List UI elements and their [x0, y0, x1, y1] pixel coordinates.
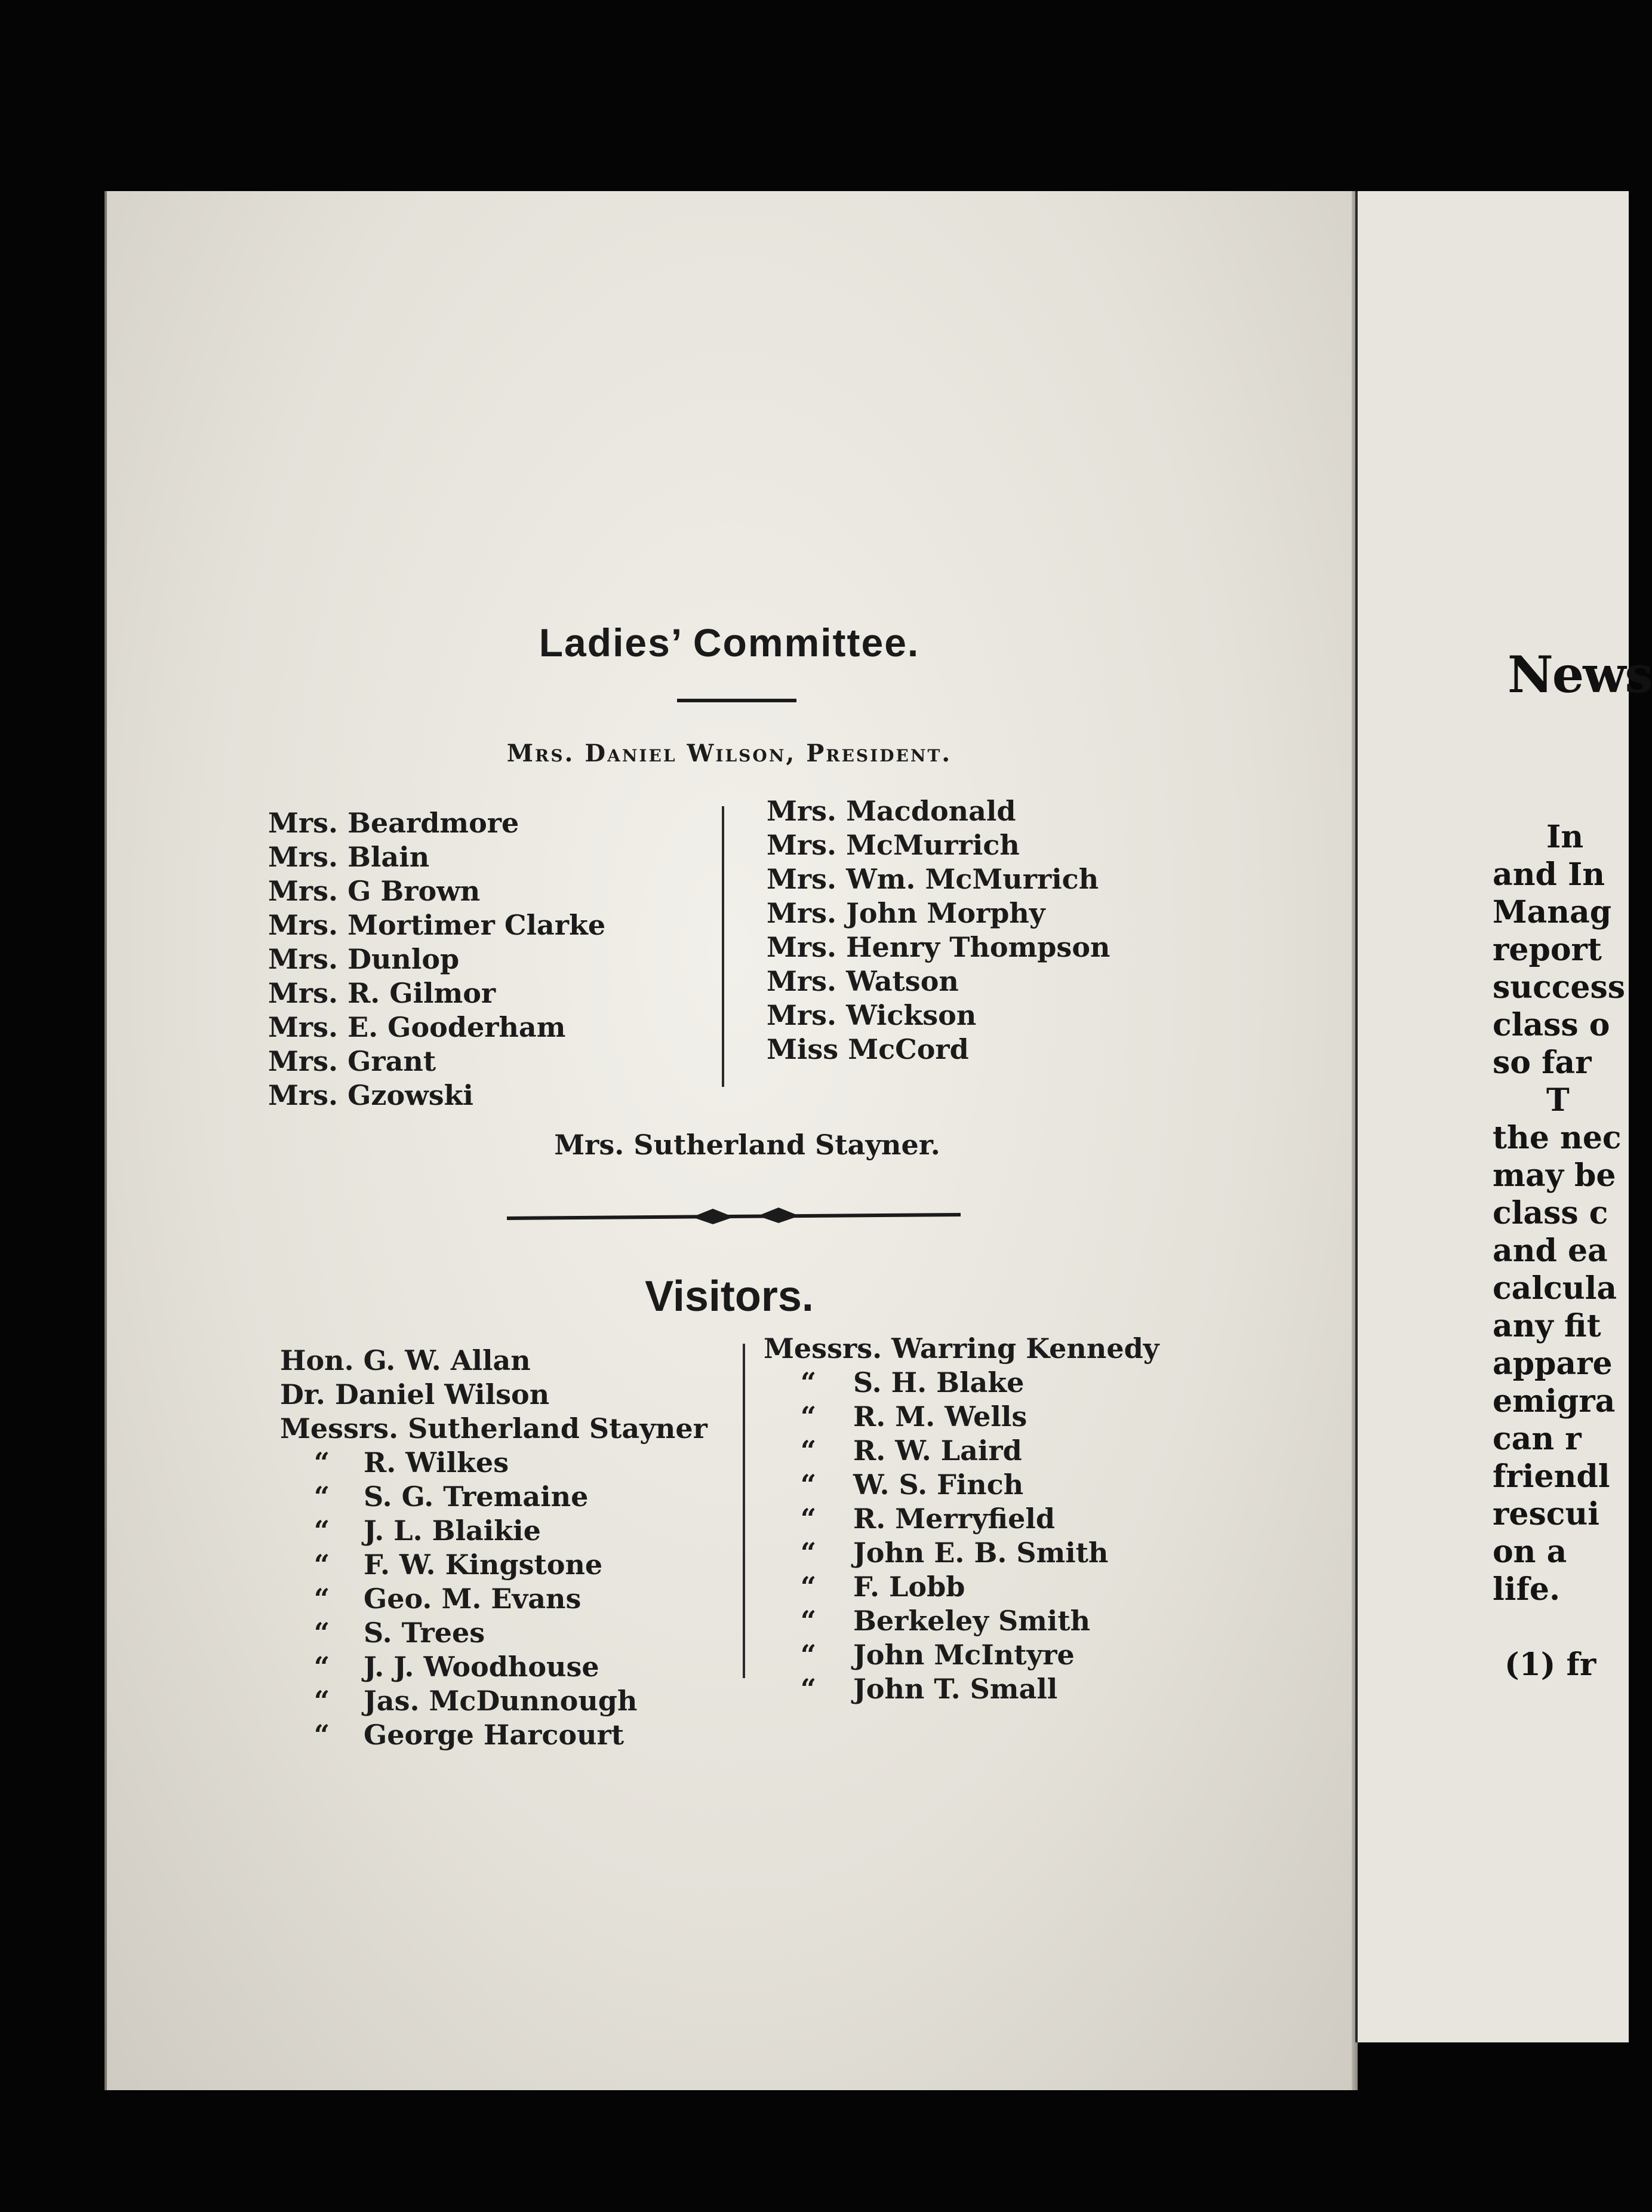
ditto-mark: “ — [800, 1434, 817, 1467]
ditto-mark: “ — [313, 1617, 330, 1649]
visitor-row — [280, 1616, 707, 1650]
visitor-name: S. Trees — [364, 1617, 485, 1649]
visitor-name: Berkeley Smith — [853, 1605, 1091, 1637]
visitor-row — [764, 1638, 1159, 1672]
visitor-name: George Harcourt — [364, 1719, 625, 1751]
text-line: report — [1493, 932, 1602, 968]
column-divider — [722, 806, 724, 1087]
ditto-mark: “ — [313, 1651, 330, 1683]
visitor-name: R. Merryfield — [853, 1503, 1055, 1535]
member-name: Mrs. Henry Thompson — [767, 931, 1110, 963]
text-line-blank — [1493, 1608, 1625, 1646]
visitor-row — [764, 1366, 1159, 1400]
member-name: Mrs. Gzowski — [268, 1079, 474, 1111]
text-line: appare — [1493, 1345, 1613, 1382]
visitor-row — [280, 1650, 707, 1684]
member-name: Mrs. R. Gilmor — [268, 977, 496, 1009]
text-line: Manag — [1493, 894, 1612, 930]
ditto-mark: “ — [800, 1605, 817, 1637]
visitor-row — [764, 1434, 1159, 1468]
visitor-prefix: Hon. — [280, 1344, 354, 1377]
visitor-row — [280, 1412, 707, 1446]
text-line: and In — [1493, 856, 1605, 893]
visitor-name: S. G. Tremaine — [364, 1480, 589, 1513]
visitor-name: John E. B. Smith — [853, 1537, 1109, 1569]
facing-page-heading: News — [1508, 645, 1652, 704]
visitor-name: F. Lobb — [853, 1571, 965, 1603]
ditto-mark: “ — [800, 1639, 817, 1671]
ladies-left-column — [268, 806, 605, 1113]
visitor-row — [764, 1400, 1159, 1434]
text-line: and ea — [1493, 1233, 1608, 1269]
visitor-name: Jas. McDunnough — [364, 1685, 638, 1717]
text-line: success — [1493, 969, 1626, 1006]
visitor-name: Sutherland Stayner — [408, 1412, 707, 1445]
member-name: Mrs. John Morphy — [767, 897, 1045, 929]
member-name: Mrs. Watson — [767, 965, 959, 997]
member-name: Mrs. E. Gooderham — [268, 1011, 566, 1043]
visitor-row — [764, 1502, 1159, 1536]
visitor-prefix: Messrs. — [764, 1332, 882, 1365]
visitor-row — [280, 1480, 707, 1514]
visitor-prefix: Messrs. — [280, 1412, 399, 1445]
visitor-row — [764, 1672, 1159, 1706]
visitor-name: S. H. Blake — [853, 1366, 1025, 1399]
visitor-name: John T. Small — [853, 1673, 1058, 1705]
ladies-right-column — [767, 794, 1110, 1067]
document-page — [104, 191, 1352, 2090]
facing-page-text — [1493, 818, 1625, 1683]
text-line: In — [1546, 819, 1584, 855]
visitor-row — [280, 1514, 707, 1548]
visitor-name: R. M. Wells — [853, 1400, 1027, 1433]
visitors-left-column — [280, 1344, 707, 1752]
ditto-mark: “ — [800, 1400, 817, 1433]
visitor-row — [764, 1536, 1159, 1570]
visitor-name: Geo. M. Evans — [364, 1583, 582, 1615]
visitor-row — [764, 1468, 1159, 1502]
visitor-name: R. Wilkes — [364, 1446, 509, 1479]
visitor-row — [764, 1332, 1159, 1366]
ditto-mark: “ — [313, 1514, 330, 1547]
text-line: may be — [1493, 1157, 1616, 1194]
visitor-name: Warring Kennedy — [891, 1332, 1159, 1365]
member-name: Mrs. Blain — [268, 841, 430, 873]
text-line: T — [1546, 1082, 1570, 1119]
member-name: Mrs. Beardmore — [268, 807, 519, 839]
visitor-name: W. S. Finch — [853, 1468, 1024, 1501]
ditto-mark: “ — [313, 1685, 330, 1717]
facing-page — [1355, 191, 1652, 2042]
text-line: so far — [1493, 1044, 1592, 1081]
ladies-committee-title: Ladies’ Committee. — [539, 620, 920, 665]
member-name: Miss McCord — [767, 1033, 969, 1065]
member-name: Mrs. Mortimer Clarke — [268, 909, 606, 941]
text-line: class o — [1493, 1007, 1610, 1043]
member-name: Mrs. G Brown — [268, 875, 481, 907]
member-name: Mrs. Macdonald — [767, 795, 1016, 827]
text-line: class c — [1493, 1195, 1608, 1231]
member-name: Mrs. Wm. McMurrich — [767, 863, 1099, 895]
visitor-name: J. J. Woodhouse — [364, 1651, 599, 1683]
ditto-mark: “ — [800, 1503, 817, 1535]
visitor-name: J. L. Blaikie — [364, 1514, 541, 1547]
page-edge-line — [1355, 191, 1358, 2042]
visitor-row — [280, 1548, 707, 1582]
visitors-right-column — [764, 1332, 1159, 1706]
member-name: Mrs. Wickson — [767, 999, 977, 1031]
ditto-mark: “ — [313, 1446, 330, 1479]
ditto-mark: “ — [800, 1571, 817, 1603]
visitor-name: Daniel Wilson — [334, 1378, 550, 1411]
visitor-prefix: Dr. — [280, 1378, 325, 1411]
ditto-mark: “ — [313, 1583, 330, 1615]
column-divider — [743, 1344, 745, 1678]
ditto-mark: “ — [313, 1719, 330, 1751]
visitor-row — [280, 1684, 707, 1718]
visitor-name: F. W. Kingstone — [364, 1549, 603, 1581]
visitor-name: R. W. Laird — [853, 1434, 1022, 1467]
text-line: on a — [1493, 1534, 1567, 1570]
ornamental-rule — [507, 1200, 961, 1236]
text-line: can r — [1493, 1421, 1582, 1457]
text-line: (1) fr — [1505, 1646, 1596, 1683]
ditto-mark: “ — [800, 1468, 817, 1501]
member-name: Mrs. Dunlop — [268, 943, 460, 975]
ditto-mark: “ — [313, 1480, 330, 1513]
member-name: Mrs. McMurrich — [767, 829, 1020, 861]
text-line: any fit — [1493, 1308, 1601, 1344]
visitors-title: Visitors. — [645, 1273, 814, 1320]
ditto-mark: “ — [800, 1366, 817, 1399]
title-rule — [677, 699, 796, 702]
text-line: emigra — [1493, 1383, 1616, 1420]
text-line: friendl — [1493, 1458, 1610, 1495]
visitor-row — [280, 1718, 707, 1752]
visitor-name: G. W. Allan — [363, 1344, 531, 1377]
visitor-row — [280, 1344, 707, 1378]
ditto-mark: “ — [313, 1549, 330, 1581]
visitor-row — [280, 1582, 707, 1616]
footer-member: Mrs. Sutherland Stayner. — [554, 1129, 940, 1161]
visitor-row — [764, 1570, 1159, 1604]
text-line: rescui — [1493, 1496, 1599, 1532]
text-line: calcula — [1493, 1270, 1617, 1307]
text-line: the nec — [1493, 1120, 1622, 1156]
visitor-row — [280, 1446, 707, 1480]
member-name: Mrs. Grant — [268, 1045, 436, 1077]
text-line: life. — [1493, 1571, 1561, 1608]
president-line: Mrs. Daniel Wilson, President. — [506, 739, 952, 767]
visitor-row — [280, 1378, 707, 1412]
ditto-mark: “ — [800, 1537, 817, 1569]
visitor-row — [764, 1604, 1159, 1638]
ditto-mark: “ — [800, 1673, 817, 1705]
visitor-name: John McIntyre — [853, 1639, 1075, 1671]
